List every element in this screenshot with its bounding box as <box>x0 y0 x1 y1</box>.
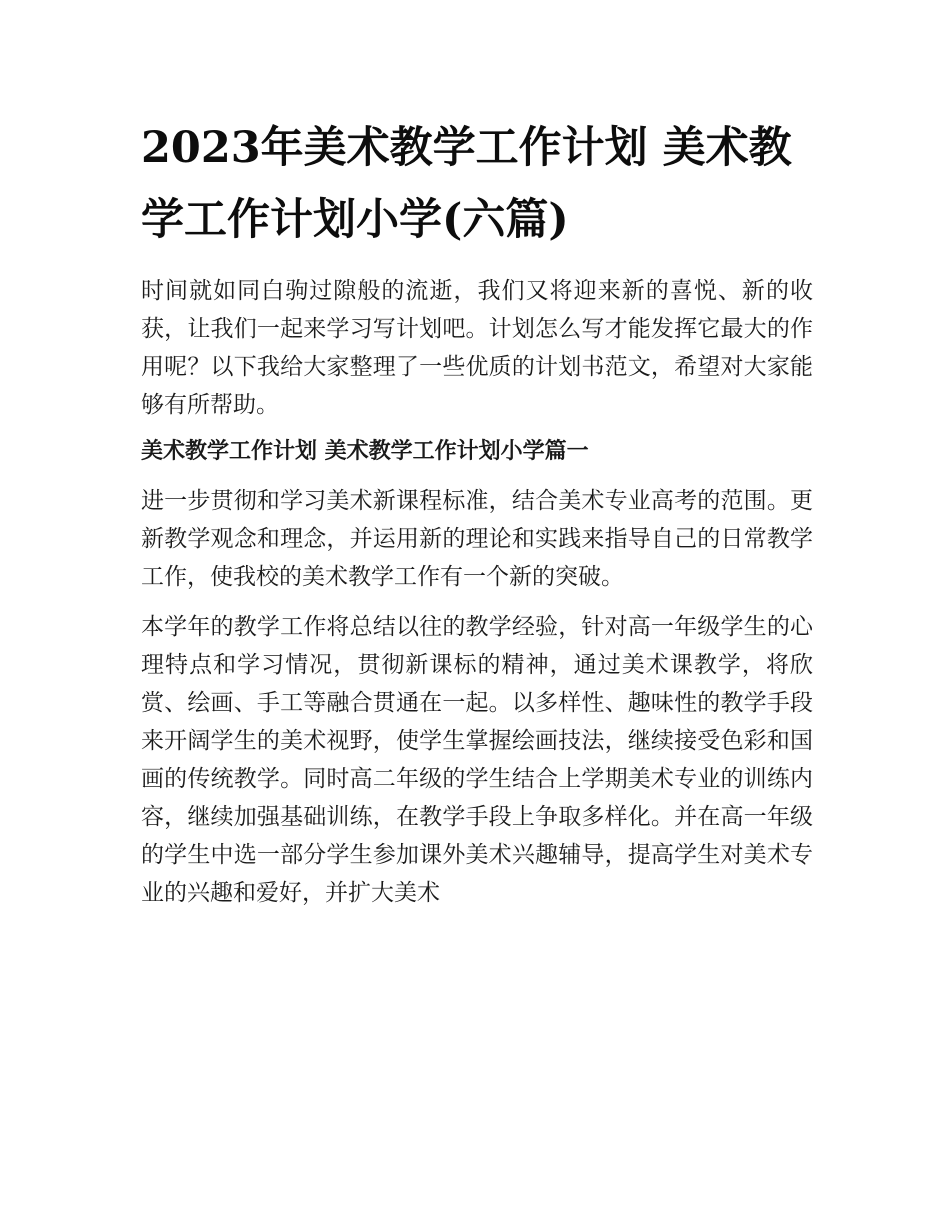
section-heading: 美术教学工作计划 美术教学工作计划小学篇一 <box>141 438 589 464</box>
body-paragraph-1: 进一步贯彻和学习美术新课程标准，结合美术专业高考的范围。更新教学观念和理念，并运用新的理论和实践来指导自己的日常教学工作，使我校的美术教学工作有一个新的突破。 <box>141 488 813 590</box>
document-page <box>141 112 813 912</box>
body-paragraph-2: 本学年的教学工作将总结以往的教学经验，针对高一年级学生的心理特点和学习情况，贯彻新课标的精神，通过美术课教学，将欣赏、绘画、手工等融合贯通在一起。以多样性、趣味性的教学手段来开阔学生的美术视野，使学生掌握绘画技法，继续接受色彩和国画的传统教学。同时高二年级的学生结合上学期美术专业的训练内容，继续加强基础训练，在教学手段上争取多样化。并在高一年级的学生中选一部分学生参加课外美术兴趣辅导，提高学生对美术专业的兴趣和爱好，并扩大美术 <box>141 614 813 906</box>
intro-paragraph: 时间就如同白驹过隙般的流逝，我们又将迎来新的喜悦、新的收获，让我们一起来学习写计划吧。计划怎么写才能发挥它最大的作用呢？以下我给大家整理了一些优质的计划书范文，希望对大家能够有所帮助。 <box>141 278 813 418</box>
document-title: 2023年美术教学工作计划 美术教学工作计划小学(六篇) <box>141 123 792 245</box>
